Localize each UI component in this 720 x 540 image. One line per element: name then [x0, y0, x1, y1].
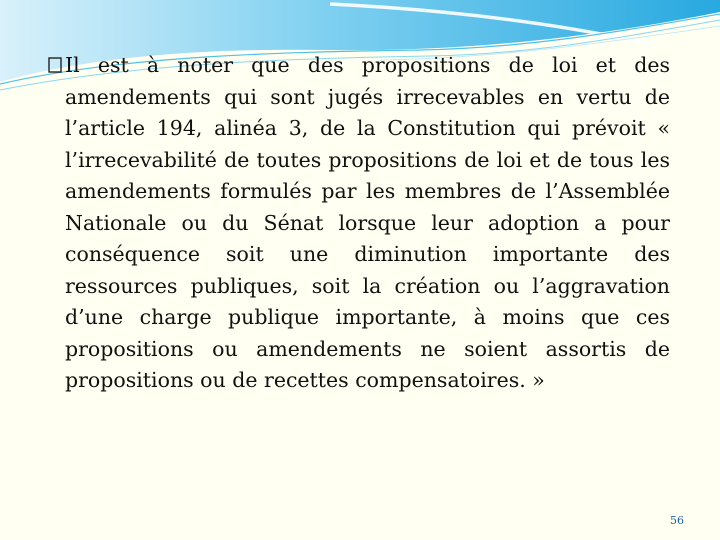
- slide-body: [48, 50, 670, 397]
- body-paragraph: Il est à noter que des propositions de loi et des amendements qui sont jugés irrecevables en vertu de l’article 194, alinéa 3, de la Constitution qui prévoit « l’irrecevabilité de toutes propositions de loi et de tous les amendements formulés par les membres de l’Assemblée Nationale ou du Sénat lorsque leur adoption a pour conséquence soit une diminution importante des ressources publiques, soit la création ou l’aggravation d’une charge publique importante, à moins que ces propositions ou amendements ne soient assortis de propositions ou de recettes compensatoires. »: [65, 53, 670, 392]
- page-number: 56: [670, 514, 684, 527]
- square-bullet-icon: [48, 57, 62, 73]
